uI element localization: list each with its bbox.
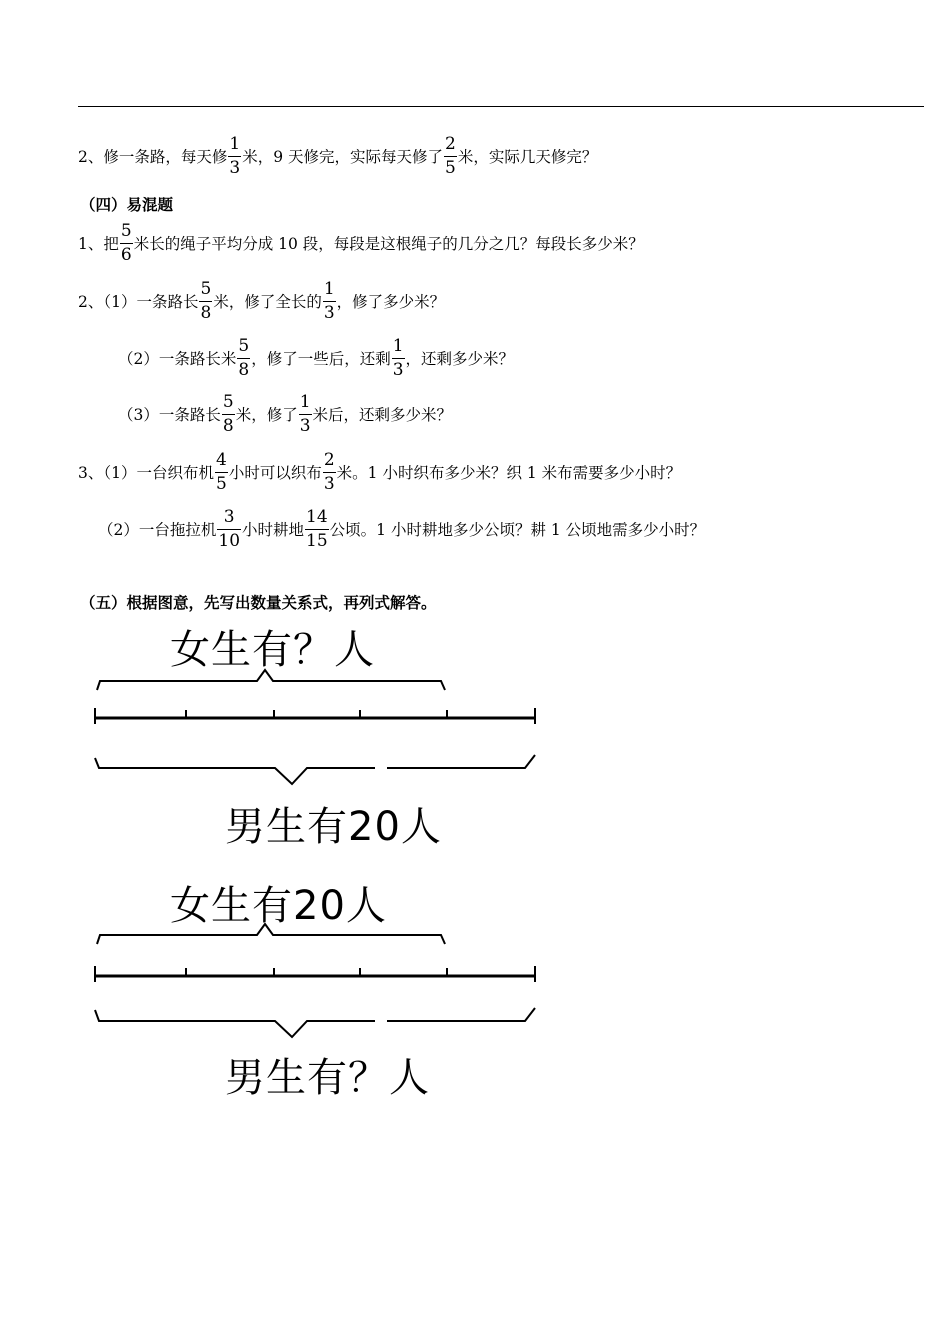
denominator: 3 bbox=[392, 359, 404, 380]
diagram-top-label: 女生有？人 bbox=[170, 627, 375, 673]
numerator: 1 bbox=[299, 391, 311, 412]
text: 2、（1）一条路长 bbox=[78, 293, 199, 311]
numerator: 2 bbox=[445, 133, 456, 154]
text: 米后，还剩多少米？ bbox=[312, 406, 453, 424]
numerator: 5 bbox=[222, 391, 234, 412]
text: 1、把 bbox=[78, 235, 119, 253]
fraction bbox=[323, 449, 336, 494]
text: ，还剩多少米？ bbox=[405, 350, 515, 368]
denominator: 3 bbox=[229, 157, 241, 178]
denominator: 3 bbox=[299, 415, 311, 436]
denominator: 15 bbox=[306, 530, 328, 551]
numerator: 5 bbox=[200, 278, 212, 299]
text: 米，修了全长的 bbox=[213, 293, 322, 311]
section-4-question-3-2 bbox=[98, 504, 705, 554]
denominator: 5 bbox=[445, 157, 456, 178]
section-5-title: （五）根据图意，先写出数量关系式，再列式解答。 bbox=[80, 593, 437, 612]
fraction bbox=[228, 133, 241, 178]
section-4-question-2-3 bbox=[118, 389, 452, 439]
numerator: 1 bbox=[392, 335, 404, 356]
text: 小时可以织布 bbox=[228, 464, 322, 482]
denominator: 8 bbox=[222, 415, 234, 436]
diagram-bottom-label: 男生有20人 bbox=[225, 804, 442, 850]
numerator: 3 bbox=[223, 506, 235, 527]
text: （2）一台拖拉机 bbox=[98, 521, 217, 539]
section-4-title: （四）易混题 bbox=[80, 195, 174, 214]
text: 米，修了 bbox=[235, 406, 298, 424]
text: 米，9 天修完，实际每天修了 bbox=[242, 148, 443, 166]
diagram-top-label: 女生有20人 bbox=[170, 883, 387, 929]
denominator: 10 bbox=[218, 530, 241, 551]
text: 公顷。1 小时耕地多少公顷？耕 1 公顷地需多少小时？ bbox=[329, 521, 706, 539]
fraction bbox=[305, 506, 329, 551]
text: 米，实际几天修完？ bbox=[457, 148, 598, 166]
numerator: 4 bbox=[215, 449, 227, 470]
text: ，修了多少米？ bbox=[336, 293, 446, 311]
numerator: 1 bbox=[229, 133, 241, 154]
section-4-question-1 bbox=[78, 218, 644, 268]
diagram-bottom-label: 男生有？人 bbox=[225, 1055, 430, 1101]
section-4-question-3-1 bbox=[78, 447, 681, 497]
fraction bbox=[222, 391, 235, 436]
fraction bbox=[237, 335, 250, 380]
denominator: 8 bbox=[200, 302, 212, 323]
segment-diagram-1 bbox=[85, 610, 555, 850]
question-2-road bbox=[78, 131, 597, 181]
fraction bbox=[323, 278, 336, 323]
text: 小时耕地 bbox=[242, 521, 305, 539]
fraction bbox=[444, 133, 457, 178]
denominator: 3 bbox=[323, 302, 335, 323]
text: 米长的绳子平均分成 10 段，每段是这根绳子的几分之几？每段长多少米？ bbox=[133, 235, 644, 253]
denominator: 3 bbox=[323, 473, 335, 494]
fraction bbox=[392, 335, 405, 380]
text: 2、修一条路，每天修 bbox=[78, 148, 228, 166]
header-rule bbox=[78, 106, 924, 107]
denominator: 5 bbox=[215, 473, 227, 494]
numerator: 5 bbox=[238, 335, 250, 356]
denominator: 6 bbox=[120, 244, 132, 265]
fraction bbox=[299, 391, 312, 436]
text: （3）一条路长 bbox=[118, 406, 221, 424]
text: 米。1 小时织布多少米？织 1 米布需要多少小时？ bbox=[336, 464, 682, 482]
text: ，修了一些后，还剩 bbox=[251, 350, 391, 368]
text: （2）一条路长米 bbox=[118, 350, 237, 368]
section-4-question-2-2 bbox=[118, 333, 514, 383]
numerator: 14 bbox=[306, 506, 328, 527]
segment-diagram-2 bbox=[85, 866, 555, 1101]
fraction bbox=[215, 449, 228, 494]
text: 3、（1）一台织布机 bbox=[78, 464, 214, 482]
numerator: 1 bbox=[323, 278, 335, 299]
numerator: 5 bbox=[120, 220, 132, 241]
fraction bbox=[217, 506, 241, 551]
fraction bbox=[199, 278, 212, 323]
numerator: 2 bbox=[323, 449, 335, 470]
section-4-question-2-1 bbox=[78, 276, 445, 326]
denominator: 8 bbox=[238, 359, 250, 380]
fraction bbox=[120, 220, 133, 265]
